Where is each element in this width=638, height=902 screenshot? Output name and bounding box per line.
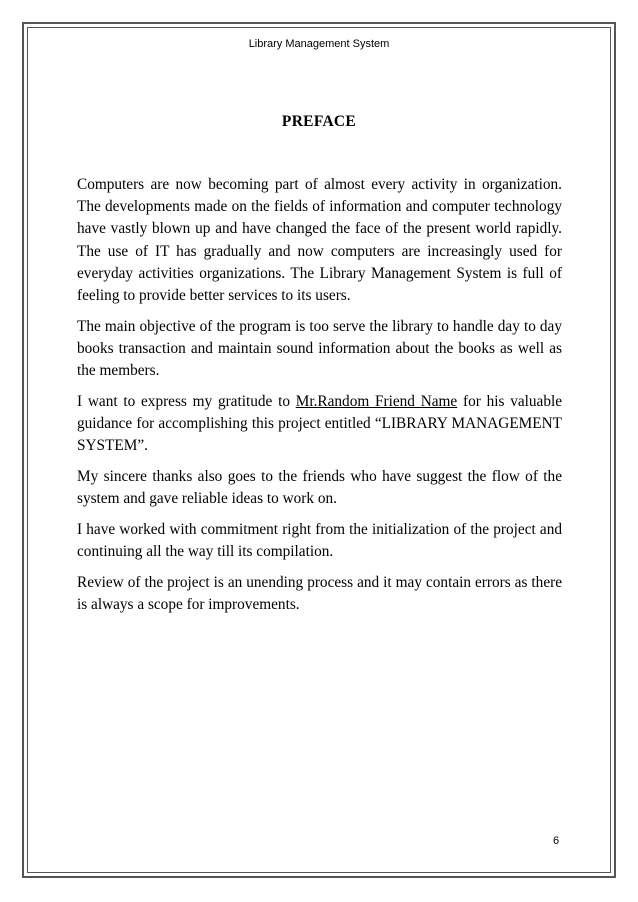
paragraph-commitment: I have worked with commitment right from the initialization of the project and continuing all the way till its compilation. — [77, 520, 562, 561]
paragraph-objective: The main objective of the program is too serve the library to handle day to day books transaction and maintain sound information about the books as well as the members. — [77, 317, 562, 380]
paragraph-thanks: My sincere thanks also goes to the friends who have suggest the flow of the system and gave reliable ideas to work on. — [77, 467, 562, 508]
running-header: Library Management System — [248, 38, 390, 50]
gratitude-text-before: I want to express my gratitude to — [77, 392, 296, 410]
gratitude-text-after: for his valuable guidance for accomplishing this project entitled “LIBRARY MANAGEMENT SYSTEM”. — [77, 392, 563, 455]
body-text — [77, 174, 562, 625]
page-number: 6 — [553, 835, 560, 847]
friend-name: Mr.Random Friend Name — [295, 392, 458, 410]
page-title: PREFACE — [281, 113, 357, 130]
paragraph-intro: Computers are now becoming part of almost every activity in organization. The developments made on the fields of information and computer technology have vastly blown up and have changed the face of the present world rapidly. The use of IT has gradually and now computers are increasingly used for everyday activities organizations. The Library Management System is full of feeling to provide better services to its users. — [77, 176, 562, 305]
paragraph-review: Review of the project is an unending process and it may contain errors as there is always a scope for improvements. — [77, 573, 562, 613]
paragraph-gratitude — [77, 391, 562, 458]
